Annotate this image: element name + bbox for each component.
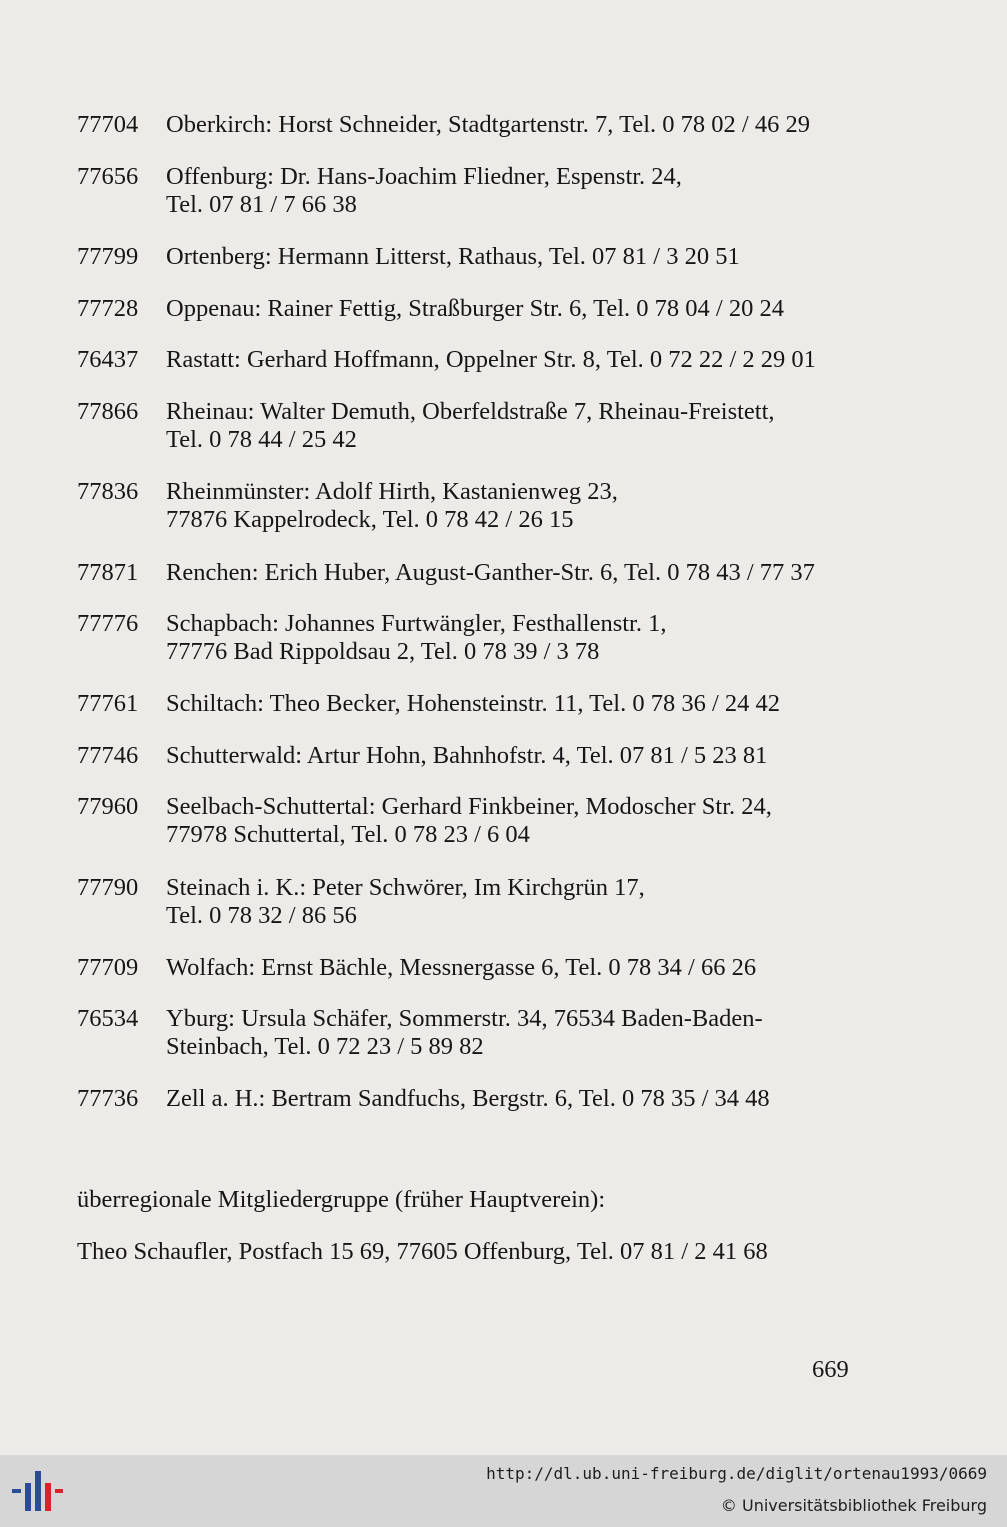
postal-code: 76437: [77, 346, 139, 373]
address-line: Schapbach: Johannes Furtwängler, Festhallenstr. 1,: [166, 610, 667, 637]
address-line: Wolfach: Ernst Bächle, Messnergasse 6, Tel. 0 78 34 / 66 26: [166, 954, 757, 981]
address-line: Tel. 0 78 32 / 86 56: [166, 902, 357, 929]
section-entry: Theo Schaufler, Postfach 15 69, 77605 Offenburg, Tel. 07 81 / 2 41 68: [77, 1238, 768, 1265]
postal-code: 77790: [77, 874, 139, 901]
address-line: 77978 Schuttertal, Tel. 0 78 23 / 6 04: [166, 821, 530, 848]
address-line: Rheinau: Walter Demuth, Oberfeldstraße 7, Rheinau-Freistett,: [166, 398, 775, 425]
address-text: [166, 243, 740, 271]
address-line: Rastatt: Gerhard Hoffmann, Oppelner Str. 8, Tel. 0 72 22 / 2 29 01: [166, 346, 816, 373]
address-line: Tel. 07 81 / 7 66 38: [166, 191, 357, 218]
postal-code: 77799: [77, 243, 139, 270]
logo-bar: [55, 1489, 63, 1493]
address-line: Rheinmünster: Adolf Hirth, Kastanienweg 23,: [166, 478, 618, 505]
address-line: Seelbach-Schuttertal: Gerhard Finkbeiner, Modoscher Str. 24,: [166, 793, 772, 820]
address-line: Offenburg: Dr. Hans-Joachim Fliedner, Espenstr. 24,: [166, 163, 682, 190]
address-text: [166, 478, 618, 534]
address-line: Zell a. H.: Bertram Sandfuchs, Bergstr. 6, Tel. 0 78 35 / 34 48: [166, 1085, 770, 1112]
address-line: Oberkirch: Horst Schneider, Stadtgartenstr. 7, Tel. 0 78 02 / 46 29: [166, 111, 810, 138]
postal-code: 77761: [77, 690, 139, 717]
copyright-text: © Universitätsbibliothek Freiburg: [720, 1496, 987, 1515]
footer-bar: [0, 1455, 1007, 1527]
address-text: [166, 610, 667, 666]
postal-code: 77746: [77, 742, 139, 769]
postal-code: 77704: [77, 111, 139, 138]
address-line: 77776 Bad Rippoldsau 2, Tel. 0 78 39 / 3 78: [166, 638, 600, 665]
address-line: Schiltach: Theo Becker, Hohensteinstr. 11, Tel. 0 78 36 / 24 42: [166, 690, 781, 717]
section-heading: überregionale Mitgliedergruppe (früher Hauptverein):: [77, 1186, 606, 1213]
logo-bar: [35, 1471, 41, 1511]
address-line: Ortenberg: Hermann Litterst, Rathaus, Tel. 07 81 / 3 20 51: [166, 243, 740, 270]
postal-code: 77960: [77, 793, 139, 820]
address-line: Schutterwald: Artur Hohn, Bahnhofstr. 4, Tel. 07 81 / 5 23 81: [166, 742, 768, 769]
postal-code: 77656: [77, 163, 139, 190]
address-text: [166, 874, 645, 930]
address-text: [166, 742, 767, 770]
address-line: 77876 Kappelrodeck, Tel. 0 78 42 / 26 15: [166, 506, 574, 533]
postal-code: 77866: [77, 398, 139, 425]
address-text: [166, 295, 784, 323]
postal-code: 76534: [77, 1005, 139, 1032]
logo-bar: [45, 1483, 51, 1511]
address-line: Steinbach, Tel. 0 72 23 / 5 89 82: [166, 1033, 484, 1060]
postal-code: 77728: [77, 295, 139, 322]
library-logo-icon: [12, 1467, 64, 1517]
postal-code: 77836: [77, 478, 139, 505]
address-text: [166, 111, 810, 139]
address-text: [166, 559, 815, 587]
address-line: Oppenau: Rainer Fettig, Straßburger Str. 6, Tel. 0 78 04 / 20 24: [166, 295, 784, 322]
postal-code: 77709: [77, 954, 139, 981]
postal-code: 77871: [77, 559, 139, 586]
postal-code: 77736: [77, 1085, 139, 1112]
address-text: [166, 163, 682, 219]
address-line: Steinach i. K.: Peter Schwörer, Im Kirchgrün 17,: [166, 874, 645, 901]
address-text: [166, 954, 756, 982]
address-text: [166, 1005, 763, 1061]
address-text: [166, 346, 816, 374]
postal-code: 77776: [77, 610, 139, 637]
address-line: Tel. 0 78 44 / 25 42: [166, 426, 357, 453]
address-line: Renchen: Erich Huber, August-Ganther-Str. 6, Tel. 0 78 43 / 77 37: [166, 559, 815, 586]
address-line: Yburg: Ursula Schäfer, Sommerstr. 34, 76534 Baden-Baden-: [166, 1005, 763, 1032]
source-url-link[interactable]: http://dl.ub.uni-freiburg.de/diglit/ortenau1993/0669: [486, 1464, 987, 1483]
address-text: [166, 1085, 770, 1113]
logo-bar: [25, 1483, 31, 1511]
logo-bar: [12, 1489, 21, 1493]
address-text: [166, 793, 772, 849]
page-number: 669: [812, 1356, 849, 1383]
address-text: [166, 690, 780, 718]
address-text: [166, 398, 775, 454]
